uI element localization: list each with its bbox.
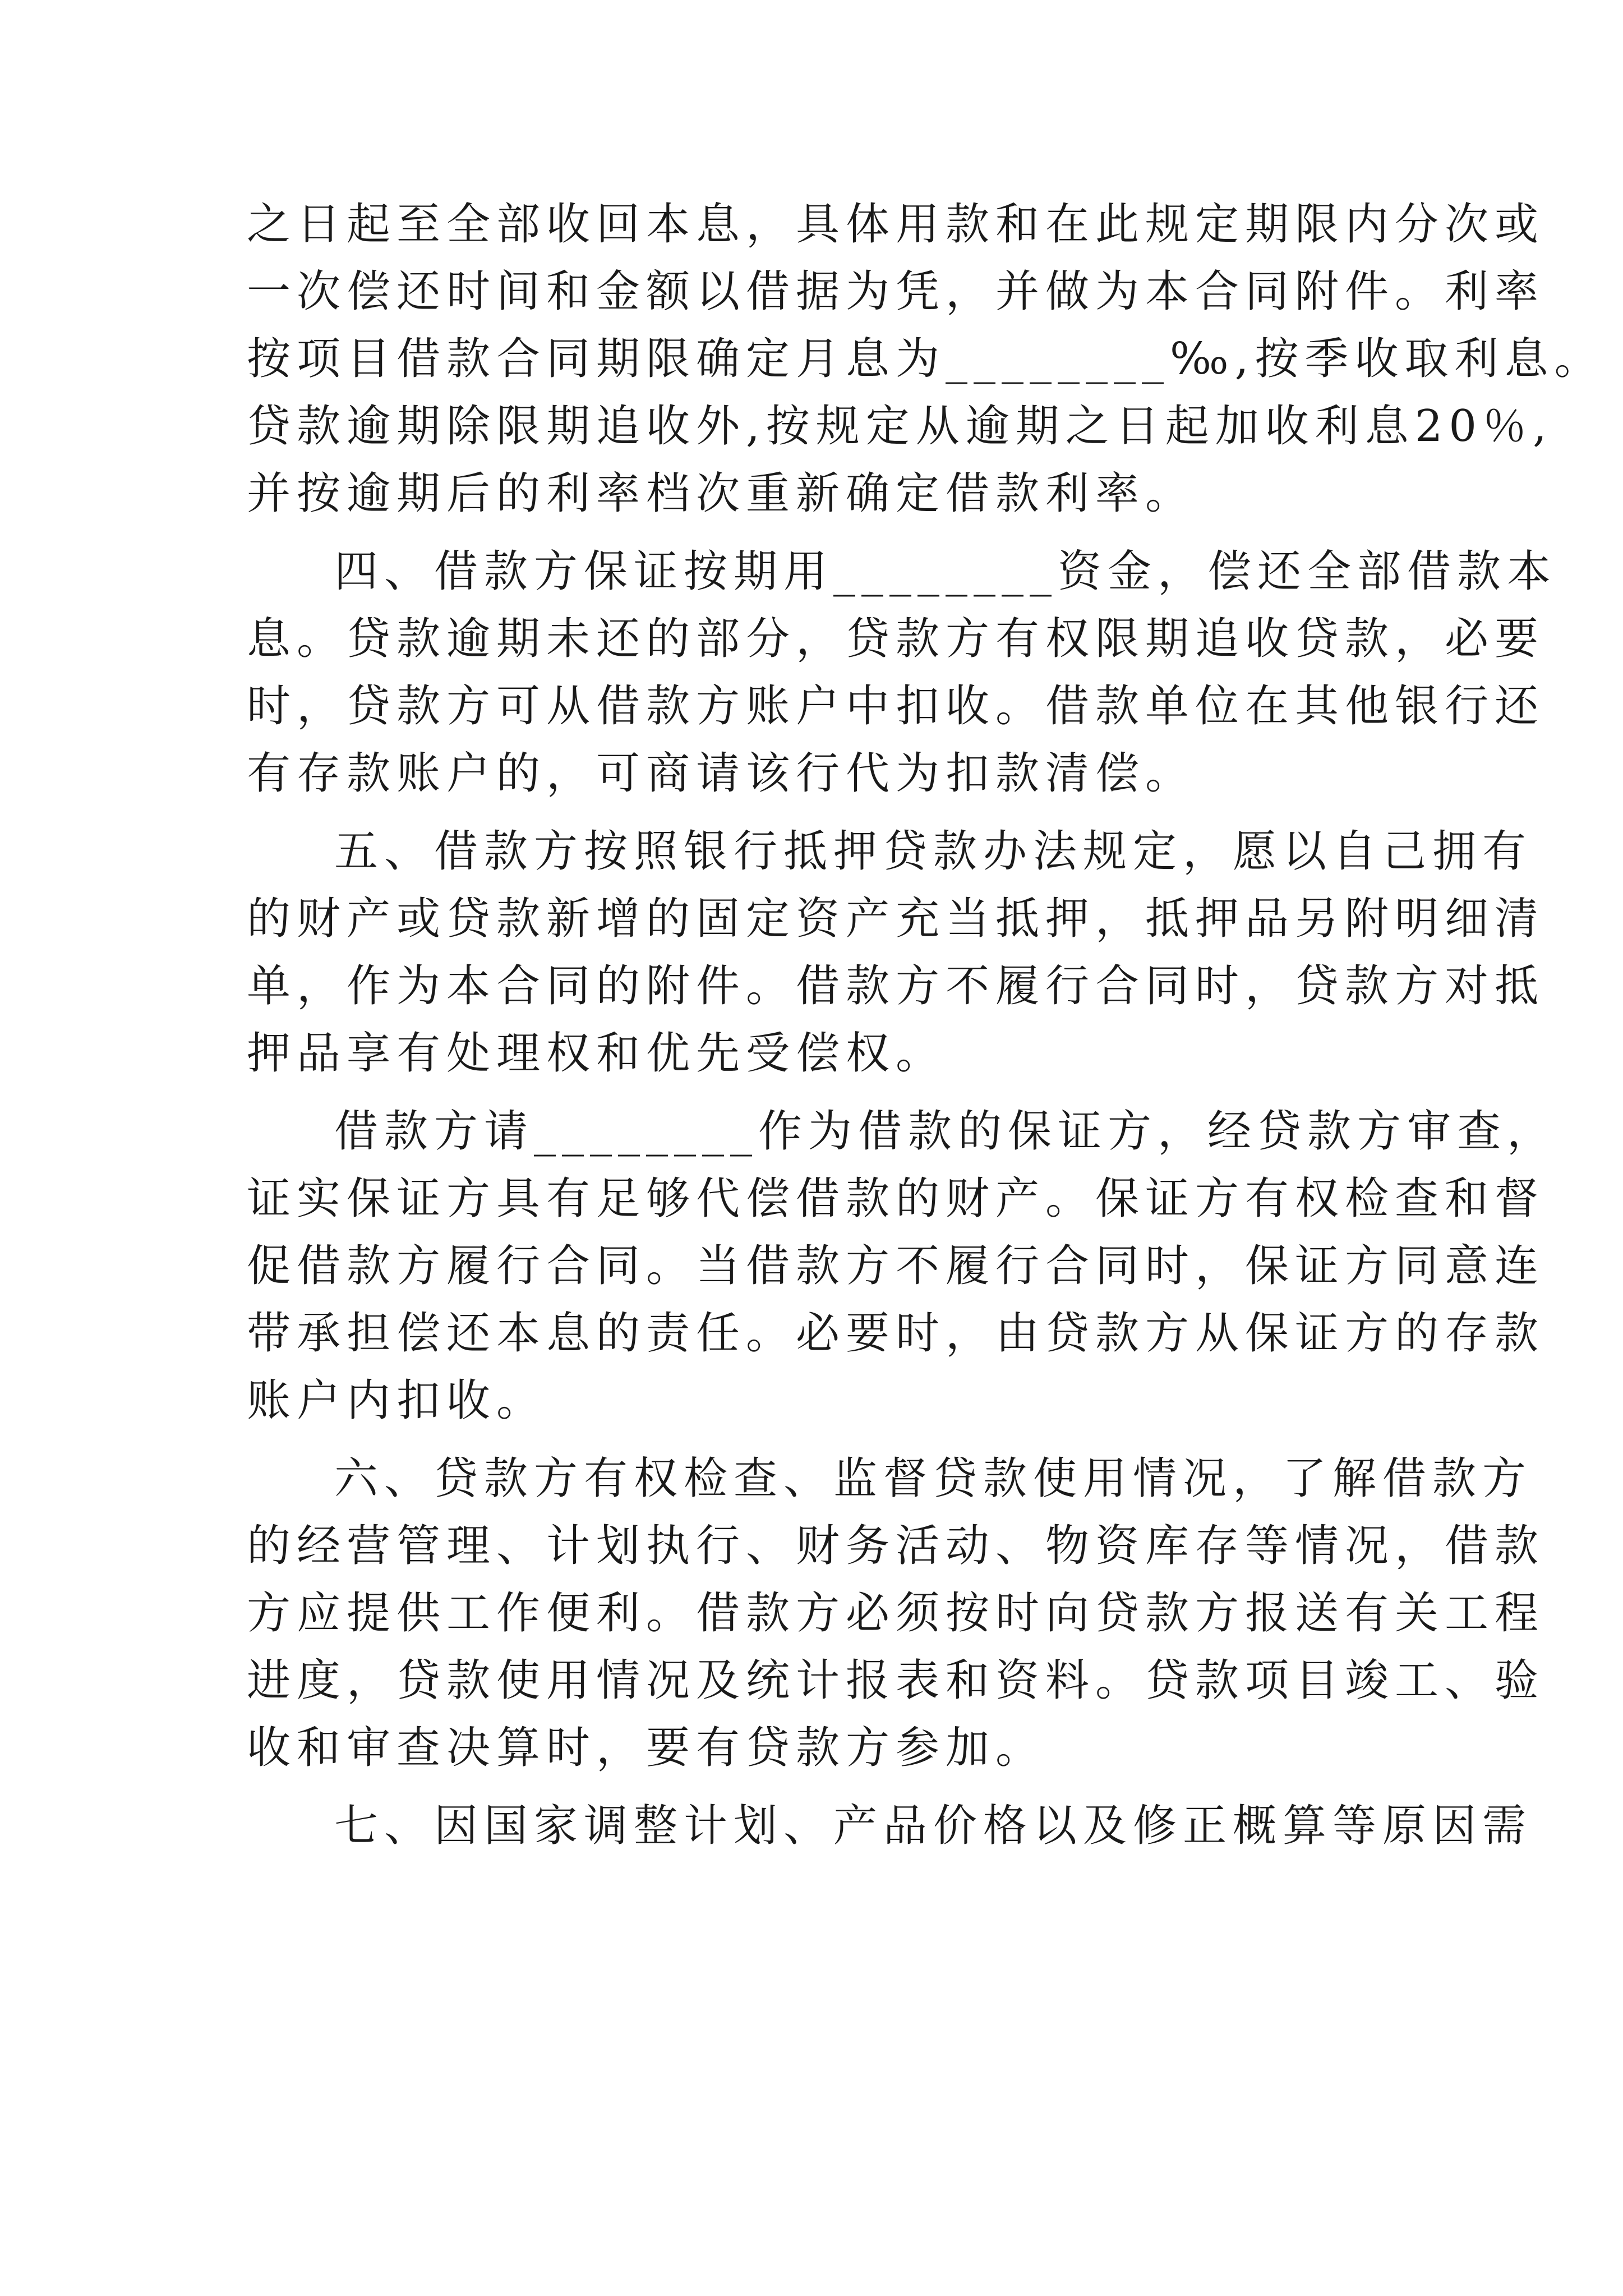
paragraph-interest-terms (247, 191, 1604, 527)
text-line: 的经营管理、计划执行、财务活动、物资库存等情况，借款 (247, 1521, 1545, 1571)
text-line: 收和审查决算时，要有贷款方参加。 (247, 1723, 1046, 1773)
text-line: 贷款逾期除限期追收外,按规定从逾期之日起加收利息20％, (247, 401, 1553, 452)
text-line: 七、因国家调整计划、产品价格以及修正概算等原因需 (334, 1801, 1533, 1851)
paragraph-clause-4 (247, 538, 1557, 807)
text-line: 证实保证方具有足够代偿借款的财产。保证方有权检查和督 (247, 1174, 1545, 1224)
text-line: 带承担偿还本息的责任。必要时，由贷款方从保证方的存款 (247, 1308, 1545, 1359)
text-line: 时，贷款方可从借款方账户中扣收。借款单位在其他银行还 (247, 681, 1545, 731)
text-line: 押品享有处理权和优先受偿权。 (247, 1028, 946, 1079)
paragraph-clause-7 (247, 1792, 1533, 1860)
text-line: 之日起至全部收回本息，具体用款和在此规定期限内分次或 (247, 199, 1545, 250)
text-line: 有存款账户的，可商请该行代为扣款清偿。 (247, 748, 1196, 799)
text-line: 并按逾期后的利率档次重新确定借款利率。 (247, 468, 1196, 519)
text-line: 单，作为本合同的附件。借款方不履行合同时，贷款方对抵 (247, 961, 1545, 1011)
text-line: 一次偿还时间和金额以借据为凭，并做为本合同附件。利率 (247, 266, 1545, 317)
paragraph-clause-6 (247, 1445, 1545, 1782)
text-line: 方应提供工作便利。借款方必须按时向贷款方报送有关工程 (247, 1588, 1545, 1639)
text-line: 四、借款方保证按期用________资金，偿还全部借款本 (334, 546, 1557, 597)
text-line: 借款方请________作为借款的保证方，经贷款方审查， (334, 1106, 1557, 1157)
text-line: 按项目借款合同期限确定月息为________‰,按季收取利息。 (247, 334, 1604, 384)
paragraph-clause-5 (247, 818, 1545, 1087)
paragraph-guarantor (247, 1098, 1557, 1434)
text-line: 进度，贷款使用情况及统计报表和资料。贷款项目竣工、验 (247, 1655, 1545, 1706)
text-line: 促借款方履行合同。当借款方不履行合同时，保证方同意连 (247, 1241, 1545, 1291)
text-line: 息。贷款逾期未还的部分，贷款方有权限期追收贷款，必要 (247, 614, 1545, 664)
document-body (247, 191, 1604, 1860)
text-line: 账户内扣收。 (247, 1375, 547, 1426)
text-line: 六、贷款方有权检查、监督贷款使用情况，了解借款方 (334, 1453, 1533, 1504)
text-line: 五、借款方按照银行抵押贷款办法规定，愿以自己拥有 (334, 826, 1533, 877)
text-line: 的财产或贷款新增的固定资产充当抵押，抵押品另附明细清 (247, 894, 1545, 944)
